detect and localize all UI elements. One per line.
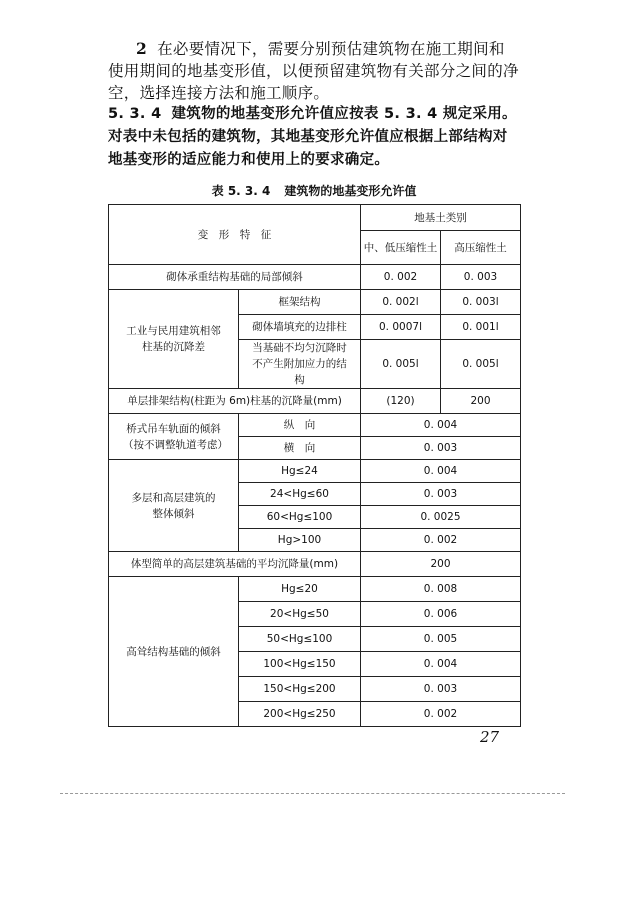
table-row	[109, 460, 521, 483]
row-label: 体型简单的高层建筑基础的平均沉降量(mm)	[109, 552, 361, 577]
table-row	[109, 577, 521, 602]
clause-5-3-4	[108, 103, 520, 172]
cell-value: 0. 002l	[361, 290, 441, 315]
cell-value: 0. 005	[361, 627, 521, 652]
cell-value: 0. 008	[361, 577, 521, 602]
group-label: 高耸结构基础的倾斜	[109, 577, 239, 727]
row-label: 50<Hg≤100	[239, 627, 361, 652]
page-number: 27	[480, 728, 500, 746]
deformation-table	[108, 204, 521, 727]
table-row	[109, 389, 521, 414]
row-label: 24<Hg≤60	[239, 483, 361, 506]
row-label: Hg≤24	[239, 460, 361, 483]
row-label: Hg≤20	[239, 577, 361, 602]
cell-value: 0. 002	[361, 265, 441, 290]
cell-value: 0. 004	[361, 414, 521, 437]
row-label: 200<Hg≤250	[239, 702, 361, 727]
header-soil-high: 高压缩性土	[441, 231, 521, 265]
table-row	[109, 265, 521, 290]
cell-value: 200	[361, 552, 521, 577]
row-label: Hg>100	[239, 529, 361, 552]
row-label: 砌体墙填充的边排柱	[239, 315, 361, 340]
cell-value: 0. 0007l	[361, 315, 441, 340]
row-label: 150<Hg≤200	[239, 677, 361, 702]
cell-value: 0. 002	[361, 702, 521, 727]
cell-value: (120)	[361, 389, 441, 414]
group-label: 工业与民用建筑相邻柱基的沉降差	[109, 290, 239, 389]
row-label: 60<Hg≤100	[239, 506, 361, 529]
table-row	[109, 290, 521, 315]
table-row	[109, 552, 521, 577]
clause-text: 建筑物的地基变形允许值应按表 5. 3. 4 规定采用。对表中未包括的建筑物，其地基变形允许值应根据上部结构对地基变形的适应能力和使用上的要求确定。	[108, 106, 517, 168]
cell-value: 0. 003	[361, 677, 521, 702]
row-label: 框架结构	[239, 290, 361, 315]
group-label: 桥式吊车轨面的倾斜（按不调整轨道考虑）	[109, 414, 239, 460]
cell-value: 0. 003l	[441, 290, 521, 315]
cell-value: 0. 006	[361, 602, 521, 627]
row-label: 当基础不均匀沉降时不产生附加应力的结构	[239, 340, 361, 389]
table-header-row	[109, 205, 521, 231]
cell-value: 0. 004	[361, 460, 521, 483]
page-footer-divider	[60, 793, 565, 794]
table-caption	[108, 182, 520, 199]
row-label: 砌体承重结构基础的局部倾斜	[109, 265, 361, 290]
cell-value: 0. 005l	[361, 340, 441, 389]
cell-value: 0. 0025	[361, 506, 521, 529]
row-label: 20<Hg≤50	[239, 602, 361, 627]
header-feature: 变 形 特 征	[109, 205, 361, 265]
paragraph-text: 在必要情况下，需要分别预估建筑物在施工期间和使用期间的地基变形值，以便预留建筑物有关部分之间的净空，选择连接方法和施工顺序。	[108, 40, 519, 102]
row-label: 100<Hg≤150	[239, 652, 361, 677]
paragraph-item-2	[108, 38, 520, 104]
table-row	[109, 414, 521, 437]
cell-value: 0. 005l	[441, 340, 521, 389]
row-label: 纵 向	[239, 414, 361, 437]
group-label: 多层和高层建筑的整体倾斜	[109, 460, 239, 552]
table-title: 建筑物的地基变形允许值	[284, 184, 417, 198]
cell-value: 0. 001l	[441, 315, 521, 340]
cell-value: 0. 003	[361, 483, 521, 506]
row-label: 单层排架结构(柱距为 6m)柱基的沉降量(mm)	[109, 389, 361, 414]
clause-number: 5. 3. 4	[108, 106, 162, 122]
cell-value: 200	[441, 389, 521, 414]
cell-value: 0. 002	[361, 529, 521, 552]
table-number: 表 5. 3. 4	[211, 184, 271, 198]
cell-value: 0. 004	[361, 652, 521, 677]
item-number: 2	[136, 39, 148, 58]
row-label: 横 向	[239, 437, 361, 460]
cell-value: 0. 003	[361, 437, 521, 460]
header-soil-low: 中、低压缩性土	[361, 231, 441, 265]
header-soil-type: 地基土类别	[361, 205, 521, 231]
cell-value: 0. 003	[441, 265, 521, 290]
